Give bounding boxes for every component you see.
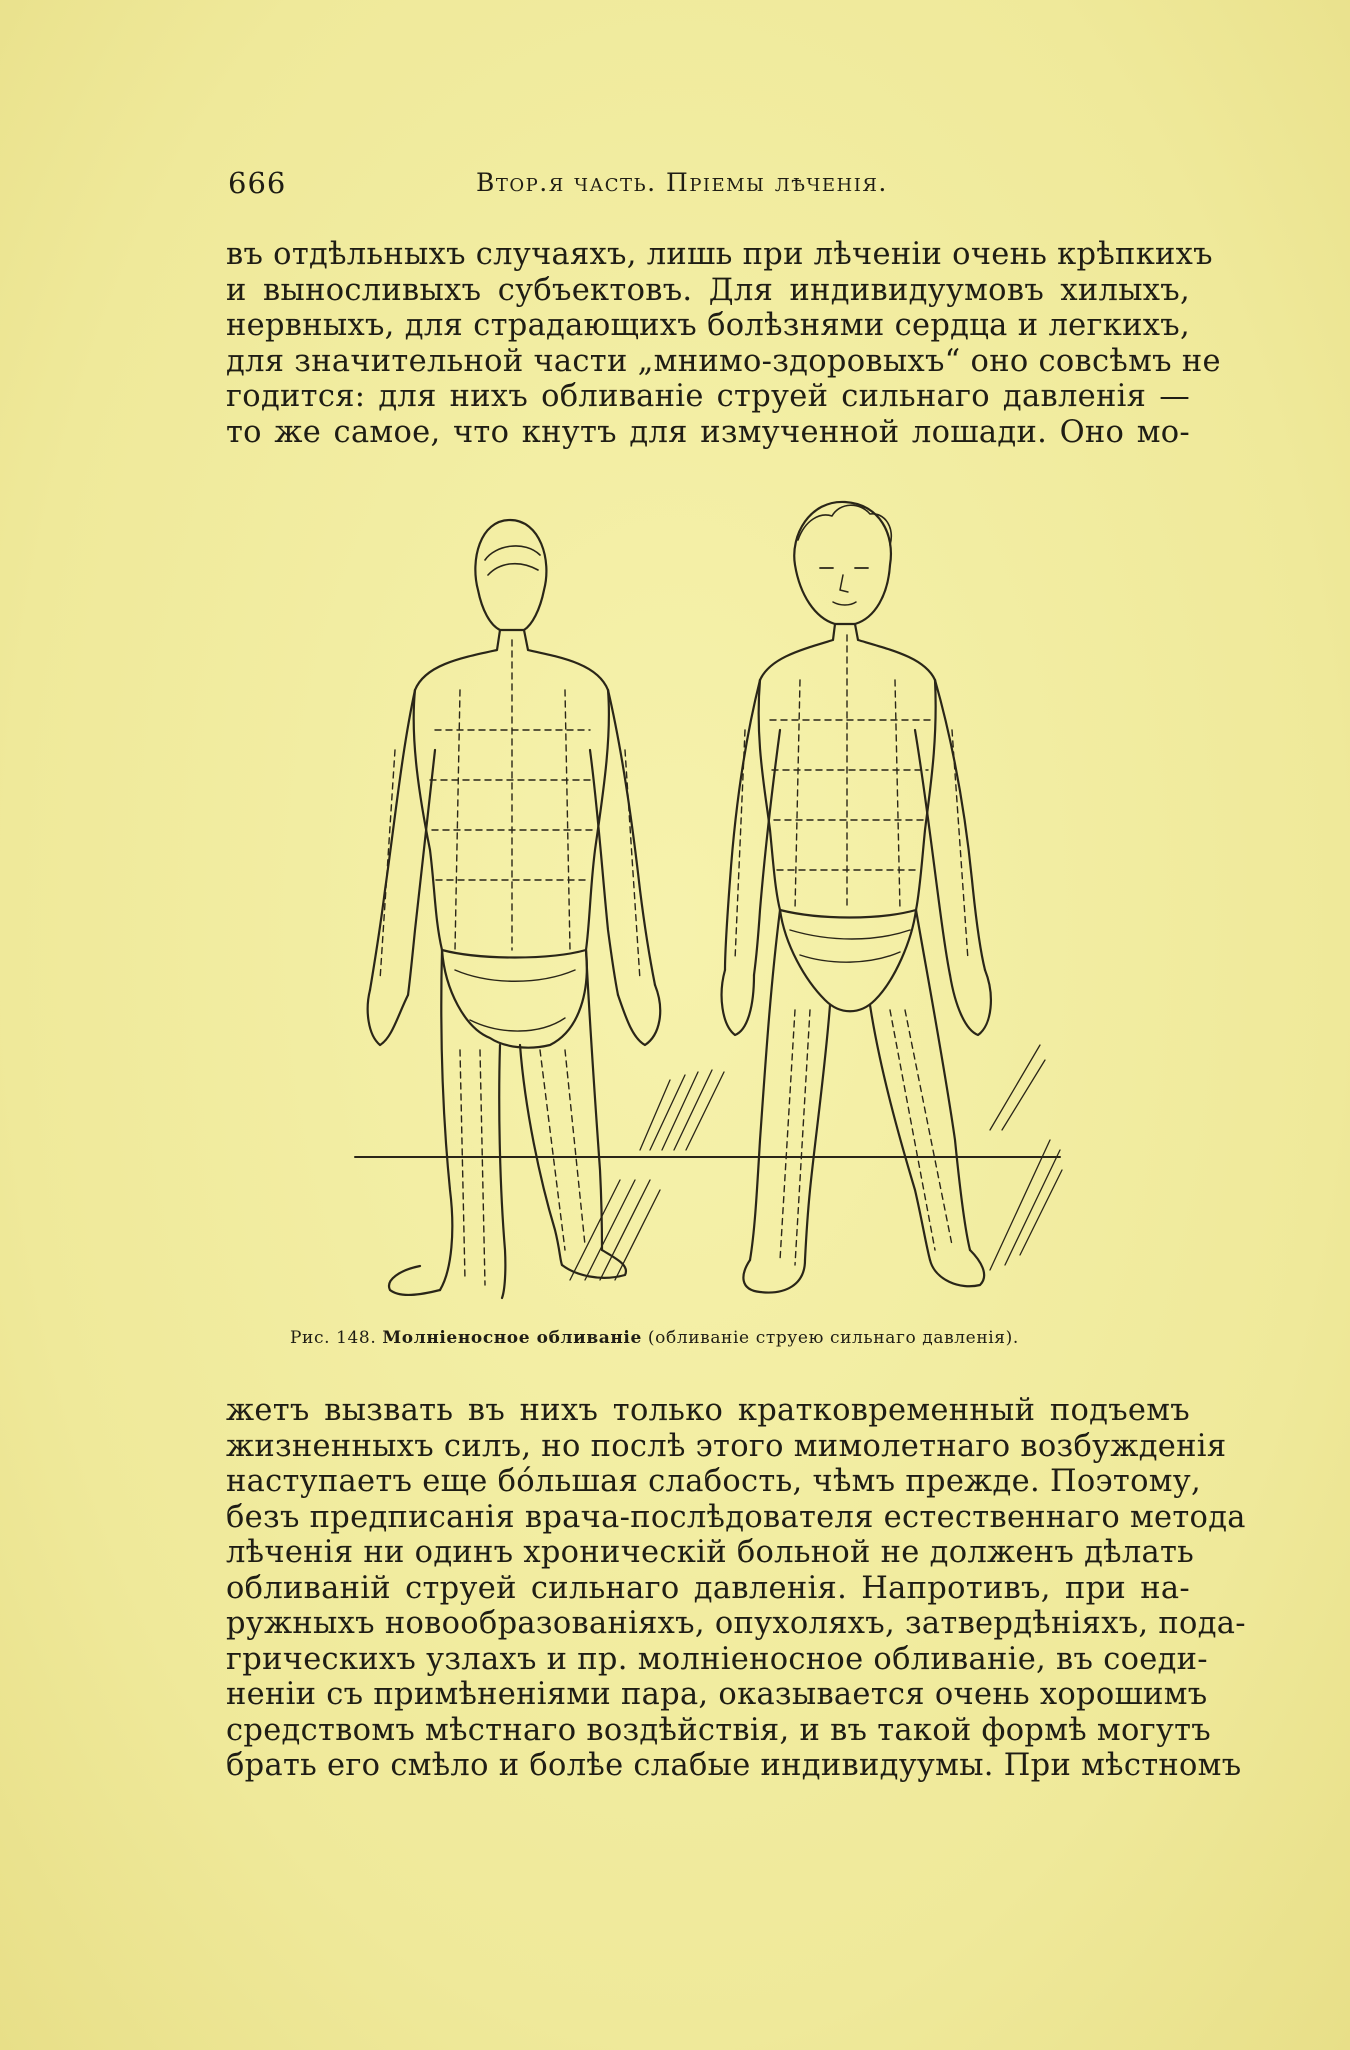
text-line: годится: для нихъ обливаніе струей сильнаго давленія —	[226, 379, 1190, 414]
text-line: ружныхъ новообразованіяхъ, опухоляхъ, затвердѣніяхъ, пода-	[226, 1606, 1246, 1641]
text-line: жизненныхъ силъ, но послѣ этого мимолетнаго возбужденія	[226, 1428, 1227, 1464]
text-line: и выносливыхъ субъектовъ. Для индивидуумовъ хилыхъ,	[226, 272, 1190, 308]
figure-back-view	[368, 520, 661, 1298]
caption-prefix: Рис. 148.	[290, 1328, 377, 1348]
page-header	[228, 158, 1128, 208]
text-line: наступаетъ еще бо́льшая слабость, чѣмъ прежде. Поэтому,	[226, 1464, 1201, 1499]
figure-caption	[290, 1328, 1150, 1348]
caption-title: Молніеносное обливаніе	[382, 1328, 642, 1348]
text-line: обливаній струей сильнаго давленія. Напротивъ, при на-	[226, 1570, 1190, 1606]
text-line: жетъ вызвать въ нихъ только кратковременный подъемъ	[226, 1393, 1190, 1428]
spray-path-lines	[735, 635, 968, 1265]
paragraph-bottom	[226, 1393, 1246, 1784]
text-line: лѣченія ни одинъ хроническій больной не долженъ дѣлать	[226, 1535, 1195, 1570]
paragraph-top	[226, 237, 1221, 450]
text-line: брать его смѣло и болѣе слабые индивидуумы. При мѣстномъ	[226, 1748, 1242, 1783]
text-line: нервныхъ, для страдающихъ болѣзнями сердца и легкихъ,	[226, 308, 1190, 343]
text-line: для значительной части „мнимо-здоровыхъ“ оно совсѣмъ не	[226, 343, 1221, 379]
page-number: 666	[228, 166, 287, 200]
illustration-figures	[340, 490, 1080, 1320]
text-line: грическихъ узлахъ и пр. молніеносное обливаніе, въ соеди-	[226, 1641, 1208, 1677]
text-line: въ отдѣльныхъ случаяхъ, лишь при лѣченіи очень крѣпкихъ	[226, 237, 1213, 272]
text-line: то же самое, что кнутъ для измученной лошади. Оно мо-	[226, 414, 1190, 450]
shadow-hatching	[570, 1045, 1062, 1280]
anatomy-illustration	[340, 490, 1080, 1320]
text-line: средствомъ мѣстнаго воздѣйствія, и въ такой формѣ могутъ	[226, 1712, 1212, 1748]
caption-suffix: (обливаніе струею сильнаго давленія).	[647, 1328, 1019, 1348]
text-line: безъ предписанія врача-послѣдователя естественнаго метода	[226, 1499, 1246, 1535]
running-title: Втор.я часть. Пріемы лѣченія.	[476, 168, 888, 197]
text-line: неніи съ примѣненіями пара, оказывается очень хорошимъ	[226, 1677, 1208, 1712]
figure-front-view	[722, 502, 991, 1293]
